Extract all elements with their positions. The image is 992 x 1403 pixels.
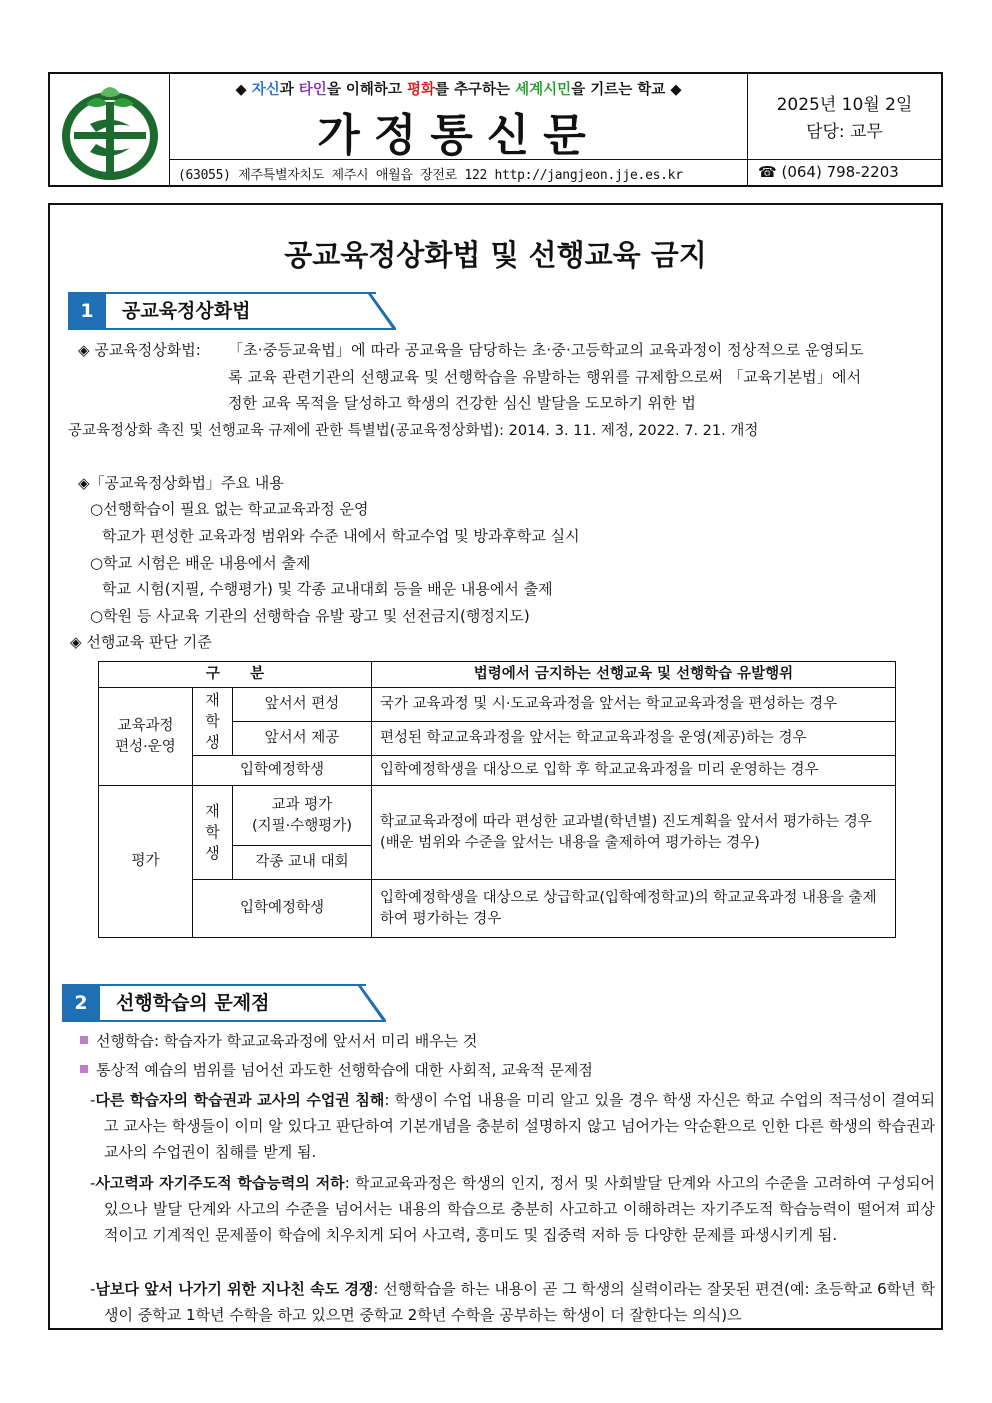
table-header: 구 분 <box>99 662 372 688</box>
table-cell: 편성된 학교교육과정을 앞서는 학교교육과정을 운영(제공)하는 경우 <box>372 722 896 756</box>
main-content-heading: ◈「공교육정상화법」주요 내용 <box>78 474 284 492</box>
table-cell: 국가 교육과정 및 시·도교육과정을 앞서는 학교교육과정을 편성하는 경우 <box>372 688 896 722</box>
square-bullet-icon <box>80 1065 88 1073</box>
issue-date: 2025년 10월 2일 <box>776 95 913 115</box>
table-cell: 입학예정학생을 대상으로 상급학교(입학예정학교)의 학교교육과정 내용을 출제하여 평가하는 경우 <box>372 880 896 938</box>
section-arrow-icon <box>368 292 398 330</box>
section-2-header <box>62 984 387 1022</box>
table-cell: 학교교육과정에 따라 편성한 교과별(학년별) 진도계획을 앞서서 평가하는 경우(배운 범위와 수준을 앞서는 내용을 출제하여 평가하는 경우) <box>372 786 896 880</box>
school-address: (63055) 제주특별자치도 제주시 애월읍 장전로 122 http://jangjeon.jje.es.kr <box>170 159 748 185</box>
phone-icon: ☎ <box>758 163 777 181</box>
list-item: ○선행학습이 필요 없는 학교교육과정 운영 <box>90 500 369 518</box>
section-number: 2 <box>62 984 100 1022</box>
problem-paragraph-2: -사고력과 자기주도적 학습능력의 저하: 학교교육과정은 학생의 인지, 정서 및 사회발달 단계와 사고의 수준을 고려하여 구성되어 있으나 발달 단계와 사고의 수준을 넘어서는 내용의 학습으로 충분히 사고하고 이해하려는 자기주도적 학습능력이 떨어져 피상적이고 기계적인 문제풀이 학습에 치우치게 되어 사고력, 흥미도 및 집중력 저하 등 다양한 문제를 파생시키게 됨. <box>90 1174 935 1244</box>
table-header: 법령에서 금지하는 선행교육 및 선행학습 유발행위 <box>372 662 896 688</box>
group-label: 교육과정 편성·운영 <box>99 688 193 786</box>
problem-paragraph-3: -남보다 앞서 나가기 위한 지나친 속도 경쟁: 선행학습을 하는 내용이 곧 그 학생의 실력이라는 잘못된 편견(예: 초등학교 6학년 학생이 중학교 1학년 수학을 하고 있으면 중학교 2학년 수학을 공부하는 학생이 더 잘한다는 의식)으 <box>90 1280 935 1324</box>
table-cell: 각종 교내 대회 <box>233 846 372 880</box>
newsletter-header <box>48 72 943 187</box>
newsletter-title: 가정통신문 <box>317 110 600 161</box>
definition-line-2: 록 교육 관련기관의 선행교육 및 선행학습을 유발하는 행위를 규제함으로써 「교육기본법」에서 <box>228 368 862 386</box>
table-cell: 입학예정학생 <box>193 756 372 786</box>
school-motto: ◆ 자신과 타인을 이해하고 평화를 추구하는 세계시민을 기르는 학교 ◆ <box>235 82 682 98</box>
document-title: 공교육정상화법 및 선행교육 금지 <box>284 238 707 272</box>
law-info: 공교육정상화 촉진 및 선행교육 규제에 관한 특별법(공교육정상화법): 2014. 3. 11. 제정, 2022. 7. 21. 개정 <box>68 423 759 439</box>
enrolled-label: 재 학 생 <box>193 688 233 756</box>
problem-paragraph-1: -다른 학습자의 학습권과 교사의 수업권 침해: 학생이 수업 내용을 미리 알고 있을 경우 학생 자신은 학교 수업의 적극성이 결여되고 교사는 학생들이 이미 알 있다고 판단하여 기본개념을 충분히 설명하지 않고 넘어가는 악순환으로 인한 다른 학생의 학습권과 교사의 수업권이 침해를 받게 됨. <box>90 1091 935 1161</box>
diamond-outline-icon: ◈ <box>78 474 90 492</box>
list-item: ○학교 시험은 배운 내용에서 출제 <box>90 554 311 572</box>
diamond-outline-icon: ◈ <box>78 341 90 359</box>
table-cell: 입학예정학생 <box>193 880 372 938</box>
square-bullet-icon <box>80 1036 88 1044</box>
list-item: ○학원 등 사교육 기관의 선행학습 유발 광고 및 선전금지(행정지도) <box>90 607 530 625</box>
school-logo <box>50 74 170 185</box>
criteria-table <box>98 661 896 938</box>
diamond-icon: ◆ <box>235 82 247 98</box>
table-cell: 교과 평가 (지필·수행평가) <box>233 786 372 846</box>
section-label: 공교육정상화법 <box>106 292 376 330</box>
definition-line-1: 「초·중등교육법」에 따라 공교육을 담당하는 초·중·고등학교의 교육과정이 정상적으로 운영되도 <box>228 341 864 359</box>
diamond-icon: ◆ <box>670 82 682 98</box>
enrolled-label: 재 학 생 <box>193 786 233 880</box>
table-cell: 앞서서 제공 <box>233 722 372 756</box>
table-cell: 앞서서 편성 <box>233 688 372 722</box>
bullet-item: 선행학습: 학습자가 학교교육과정에 앞서서 미리 배우는 것 <box>80 1029 477 1053</box>
list-item: 학교가 편성한 교육과정 범위와 수준 내에서 학교수업 및 방과후학교 실시 <box>102 527 580 545</box>
group-label: 평가 <box>99 786 193 938</box>
bullet-item: 통상적 예습의 범위를 넘어선 과도한 선행학습에 대한 사회적, 교육적 문제점 <box>80 1058 593 1082</box>
section-label: 선행학습의 문제점 <box>100 984 366 1022</box>
definition-line-3: 정한 교육 목적을 달성하고 학생의 건강한 심신 발달을 도모하기 위한 법 <box>228 394 696 412</box>
department: 담당: 교무 <box>806 122 883 142</box>
school-phone: ☎ (064) 798-2203 <box>748 159 941 185</box>
content-box <box>48 203 943 1330</box>
section-number: 1 <box>68 292 106 330</box>
diamond-outline-icon: ◈ <box>70 633 82 651</box>
section-1-header <box>68 292 398 330</box>
definition-label: ◈ 공교육정상화법: <box>78 341 201 359</box>
table-cell: 입학예정학생을 대상으로 입학 후 학교교육과정을 미리 운영하는 경우 <box>372 756 896 786</box>
list-item: 학교 시험(지필, 수행평가) 및 각종 교내대회 등을 배운 내용에서 출제 <box>102 580 553 598</box>
criteria-heading: ◈ 선행교육 판단 기준 <box>70 633 212 651</box>
section-arrow-icon <box>358 984 388 1022</box>
